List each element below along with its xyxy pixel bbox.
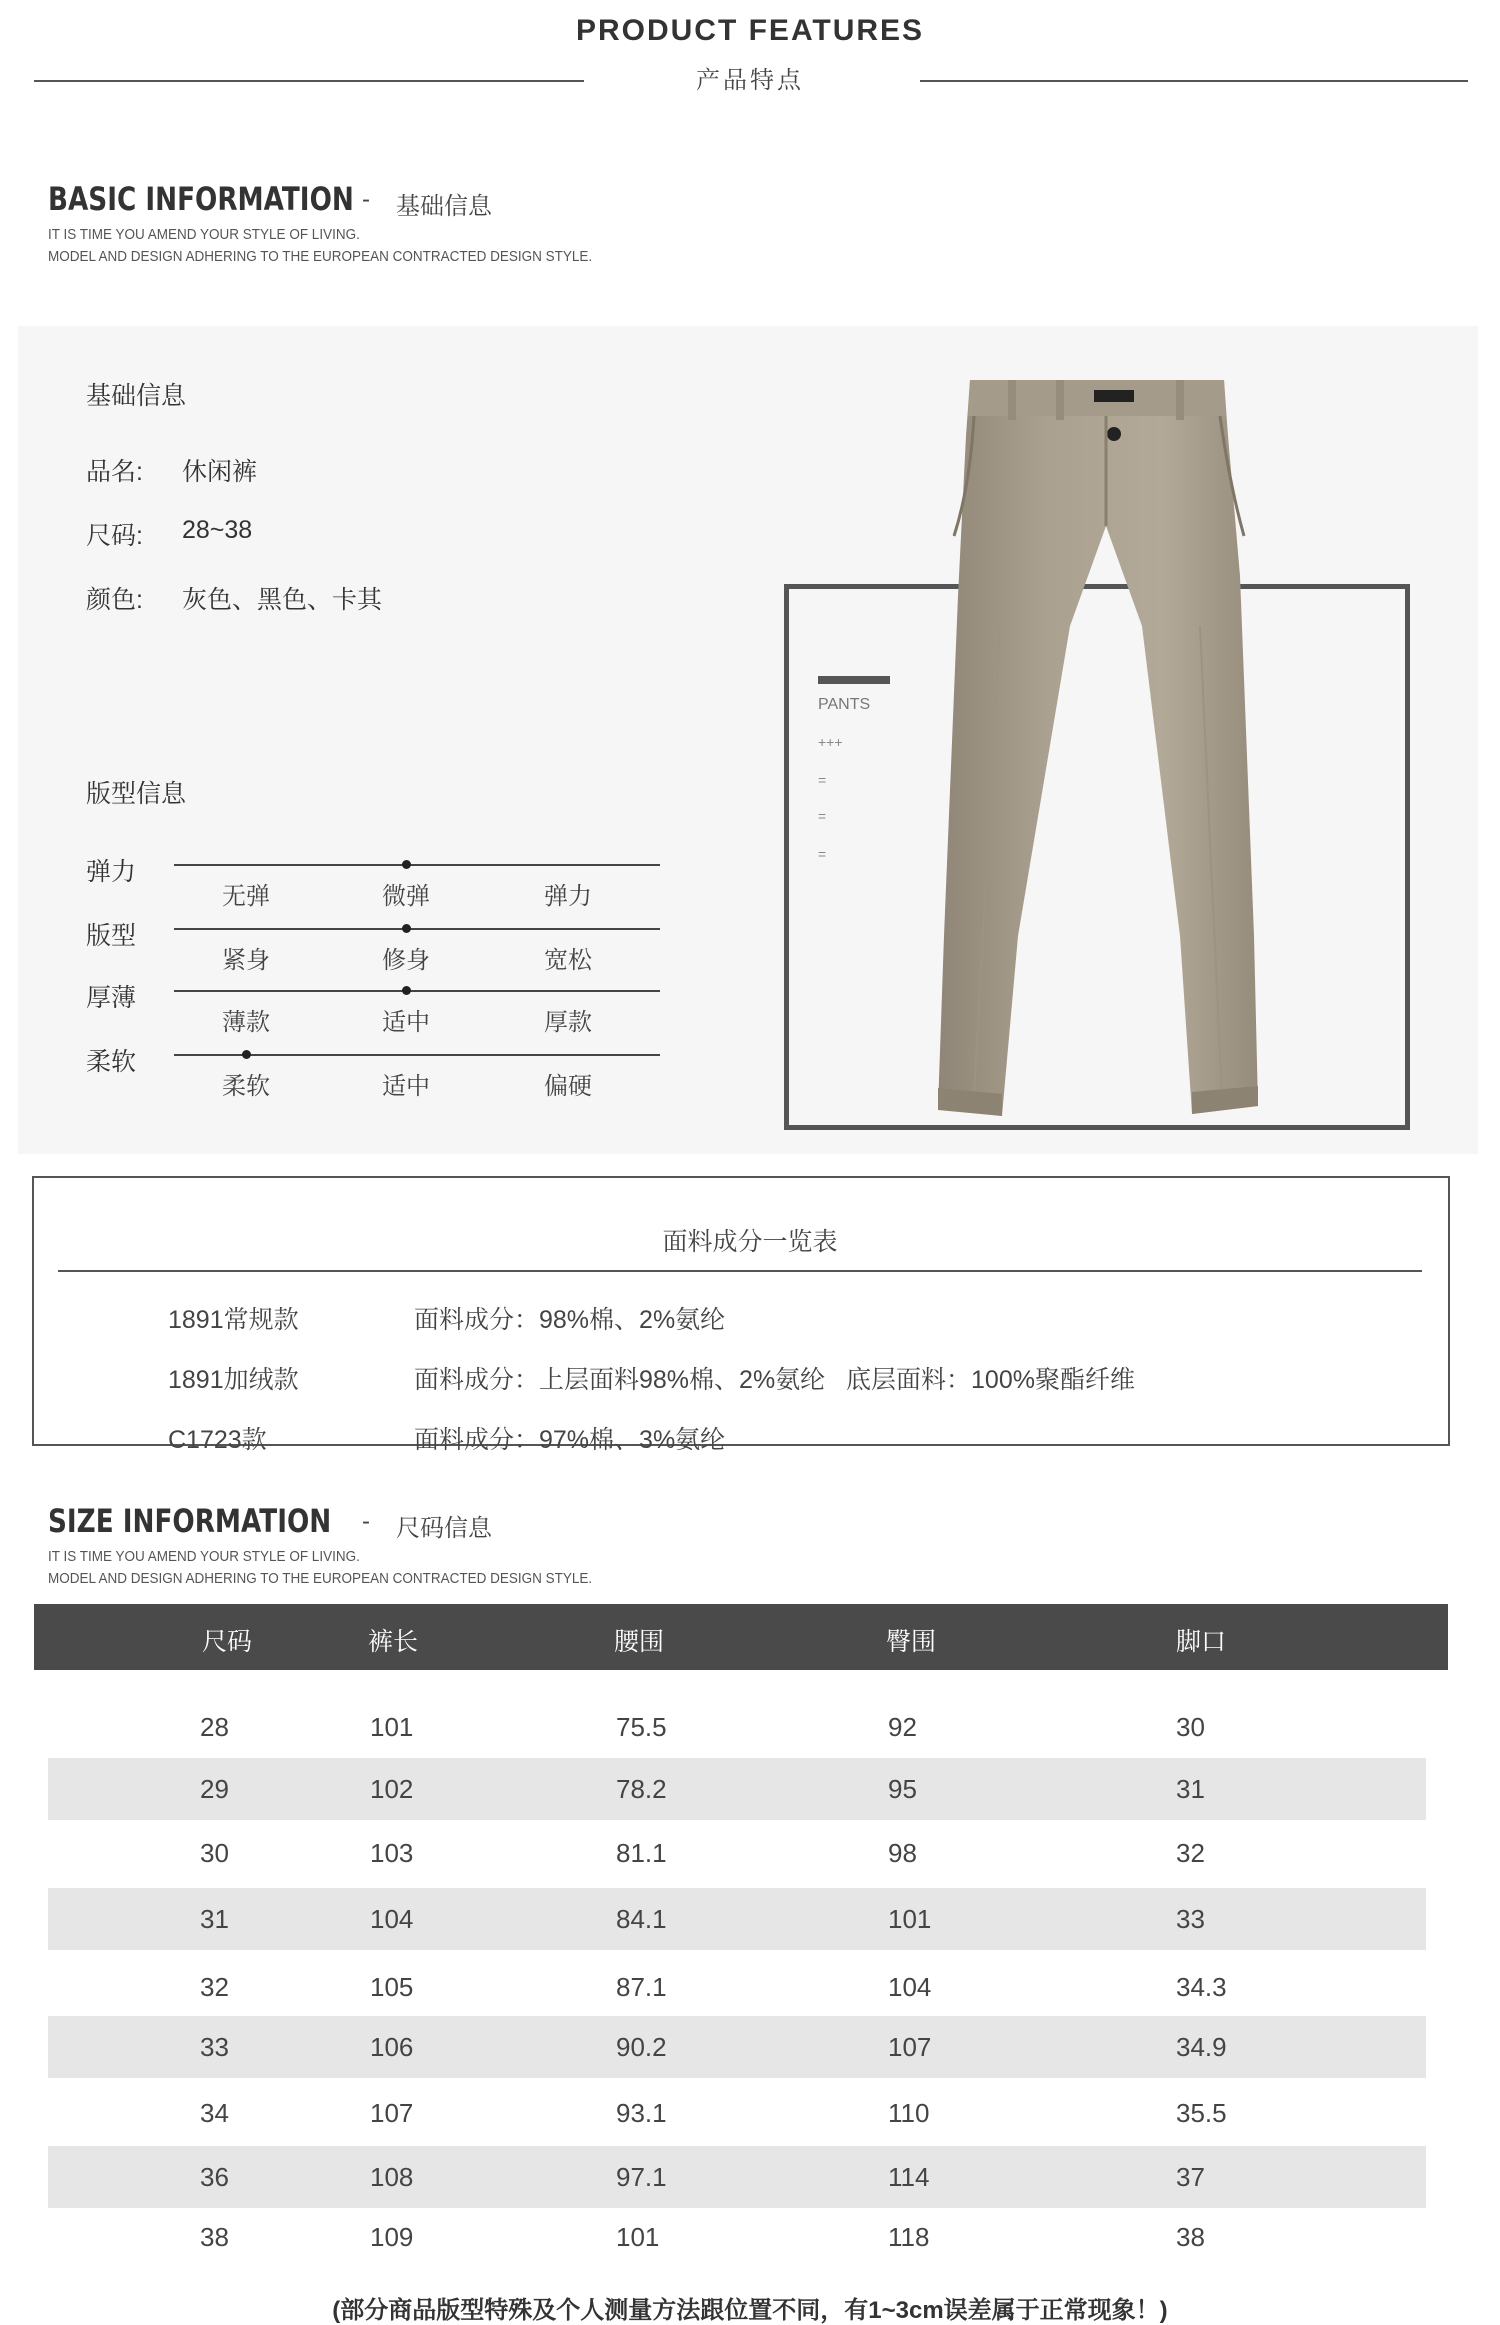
basic-section-cn: 基础信息	[396, 193, 492, 220]
table-cell: 87.1	[616, 1972, 667, 2002]
fit-heading: 版型信息	[86, 780, 187, 808]
fit-option: 无弹	[222, 883, 270, 910]
color-label: 颜色:	[86, 586, 143, 614]
table-cell: 31	[200, 1904, 229, 1934]
size-section-title: SIZE INFORMATION	[48, 1502, 332, 1540]
table-cell: 102	[370, 1774, 414, 1804]
table-cell: 106	[370, 2032, 414, 2062]
table-row	[48, 2082, 1426, 2144]
color-value: 灰色、黑色、卡其	[182, 586, 383, 614]
table-cell: 84.1	[616, 1904, 667, 1934]
table-cell: 30	[200, 1838, 229, 1868]
table-cell: 78.2	[616, 1774, 667, 1804]
table-cell: 98	[888, 1838, 917, 1868]
header-divider-right	[920, 80, 1468, 82]
size-tagline-2: MODEL AND DESIGN ADHERING TO THE EUROPEAN CONTRACTED DESIGN STYLE.	[48, 1570, 593, 1587]
basic-tagline-2: MODEL AND DESIGN ADHERING TO THE EUROPEAN CONTRACTED DESIGN STYLE.	[48, 248, 593, 265]
fabric-detail: 面料成分：98%棉、2%氨纶	[414, 1306, 726, 1334]
table-cell: 35.5	[1176, 2098, 1227, 2128]
fit-option: 偏硬	[544, 1073, 592, 1100]
fit-option: 薄款	[222, 1009, 270, 1036]
table-cell: 34.9	[1176, 2032, 1227, 2062]
table-cell: 107	[370, 2098, 414, 2128]
column-header: 臀围	[886, 1628, 937, 1656]
frame-mark: =	[818, 808, 827, 824]
table-cell: 114	[888, 2162, 930, 2192]
fabric-model: C1723款	[168, 1426, 267, 1454]
table-cell: 109	[370, 2222, 414, 2252]
size-note: (部分商品版型特殊及个人测量方法跟位置不同，有1~3cm误差属于正常现象！)	[332, 2297, 1168, 2324]
table-row	[48, 1888, 1426, 1950]
table-cell: 95	[888, 1774, 917, 1804]
table-cell: 34	[200, 2098, 229, 2128]
fit-selected-dot	[402, 924, 411, 933]
table-cell: 28	[200, 1712, 229, 1742]
table-row	[48, 2206, 1426, 2268]
frame-mark: +++	[818, 734, 843, 750]
size-tagline-1: IT IS TIME YOU AMEND YOUR STYLE OF LIVING.	[48, 1548, 360, 1565]
table-cell: 107	[888, 2032, 932, 2062]
table-cell: 38	[1176, 2222, 1205, 2252]
fit-option: 适中	[382, 1073, 430, 1100]
table-row	[48, 2146, 1426, 2208]
fit-scale-line	[174, 928, 660, 930]
frame-accent-bar	[818, 676, 890, 684]
column-header: 尺码	[202, 1628, 253, 1656]
page-title: PRODUCT FEATURES	[575, 14, 925, 47]
column-header: 脚口	[1176, 1628, 1227, 1656]
fabric-divider	[58, 1270, 1422, 1272]
table-cell: 81.1	[616, 1838, 667, 1868]
fit-option: 宽松	[544, 947, 592, 974]
table-cell: 33	[200, 2032, 229, 2062]
table-cell: 37	[1176, 2162, 1205, 2192]
fabric-model: 1891加绒款	[168, 1366, 299, 1394]
fit-selected-dot	[242, 1050, 251, 1059]
size-table-header	[34, 1604, 1448, 1670]
basic-section-dash: -	[362, 186, 370, 213]
table-cell: 30	[1176, 1712, 1205, 1742]
table-cell: 108	[370, 2162, 414, 2192]
table-cell: 75.5	[616, 1712, 667, 1742]
table-cell: 101	[888, 1904, 932, 1934]
table-cell: 29	[200, 1774, 229, 1804]
page-subtitle: 产品特点	[696, 67, 804, 94]
table-row	[48, 2016, 1426, 2078]
table-cell: 101	[370, 1712, 414, 1742]
table-row	[48, 1696, 1426, 1758]
size-section-cn: 尺码信息	[396, 1515, 492, 1542]
fit-attr-name: 厚薄	[86, 984, 137, 1012]
table-cell: 32	[1176, 1838, 1205, 1868]
table-cell: 104	[370, 1904, 414, 1934]
fabric-title: 面料成分一览表	[662, 1228, 838, 1256]
name-value: 休闲裤	[182, 458, 258, 486]
table-row	[48, 1758, 1426, 1820]
column-header: 腰围	[614, 1628, 665, 1656]
fit-option: 紧身	[222, 947, 270, 974]
size-label: 尺码:	[86, 522, 143, 550]
table-cell: 118	[888, 2222, 930, 2252]
basic-section-title: BASIC INFORMATION	[48, 180, 354, 218]
pants-image	[930, 376, 1270, 1122]
fit-option: 厚款	[544, 1009, 592, 1036]
size-value: 28~38	[182, 516, 253, 544]
table-cell: 93.1	[616, 2098, 667, 2128]
column-header: 裤长	[368, 1628, 419, 1656]
table-cell: 104	[888, 1972, 932, 2002]
table-cell: 33	[1176, 1904, 1205, 1934]
basic-tagline-1: IT IS TIME YOU AMEND YOUR STYLE OF LIVING.	[48, 226, 360, 243]
table-cell: 110	[888, 2098, 930, 2128]
fit-selected-dot	[402, 860, 411, 869]
frame-mark: =	[818, 772, 827, 788]
table-cell: 34.3	[1176, 1972, 1227, 2002]
fit-option: 适中	[382, 1009, 430, 1036]
fit-scale-line	[174, 990, 660, 992]
table-row	[48, 1822, 1426, 1884]
table-cell: 101	[616, 2222, 660, 2252]
fit-option: 微弹	[382, 883, 430, 910]
frame-mark: =	[818, 846, 827, 862]
fit-attr-name: 版型	[86, 922, 137, 950]
table-cell: 103	[370, 1838, 414, 1868]
fit-attr-name: 弹力	[86, 858, 137, 886]
fit-attr-name: 柔软	[86, 1048, 137, 1076]
table-row	[48, 1956, 1426, 2018]
header-divider-left	[34, 80, 584, 82]
fit-option: 修身	[382, 947, 430, 974]
fabric-model: 1891常规款	[168, 1306, 299, 1334]
fit-option: 柔软	[222, 1073, 270, 1100]
table-cell: 92	[888, 1712, 917, 1742]
table-cell: 90.2	[616, 2032, 667, 2062]
size-section-dash: -	[362, 1508, 370, 1535]
table-cell: 38	[200, 2222, 229, 2252]
table-cell: 105	[370, 1972, 414, 2002]
info-heading: 基础信息	[86, 382, 187, 410]
frame-label: PANTS	[818, 696, 871, 713]
table-cell: 31	[1176, 1774, 1205, 1804]
fabric-detail: 面料成分：上层面料98%棉、2%氨纶 底层面料：100%聚酯纤维	[414, 1366, 1135, 1394]
name-label: 品名:	[86, 458, 143, 486]
table-cell: 36	[200, 2162, 229, 2192]
fit-scale-line	[174, 864, 660, 866]
fit-selected-dot	[402, 986, 411, 995]
fabric-detail: 面料成分：97%棉、3%氨纶	[414, 1426, 726, 1454]
table-cell: 32	[200, 1972, 229, 2002]
table-cell: 97.1	[616, 2162, 667, 2192]
fit-option: 弹力	[544, 883, 592, 910]
